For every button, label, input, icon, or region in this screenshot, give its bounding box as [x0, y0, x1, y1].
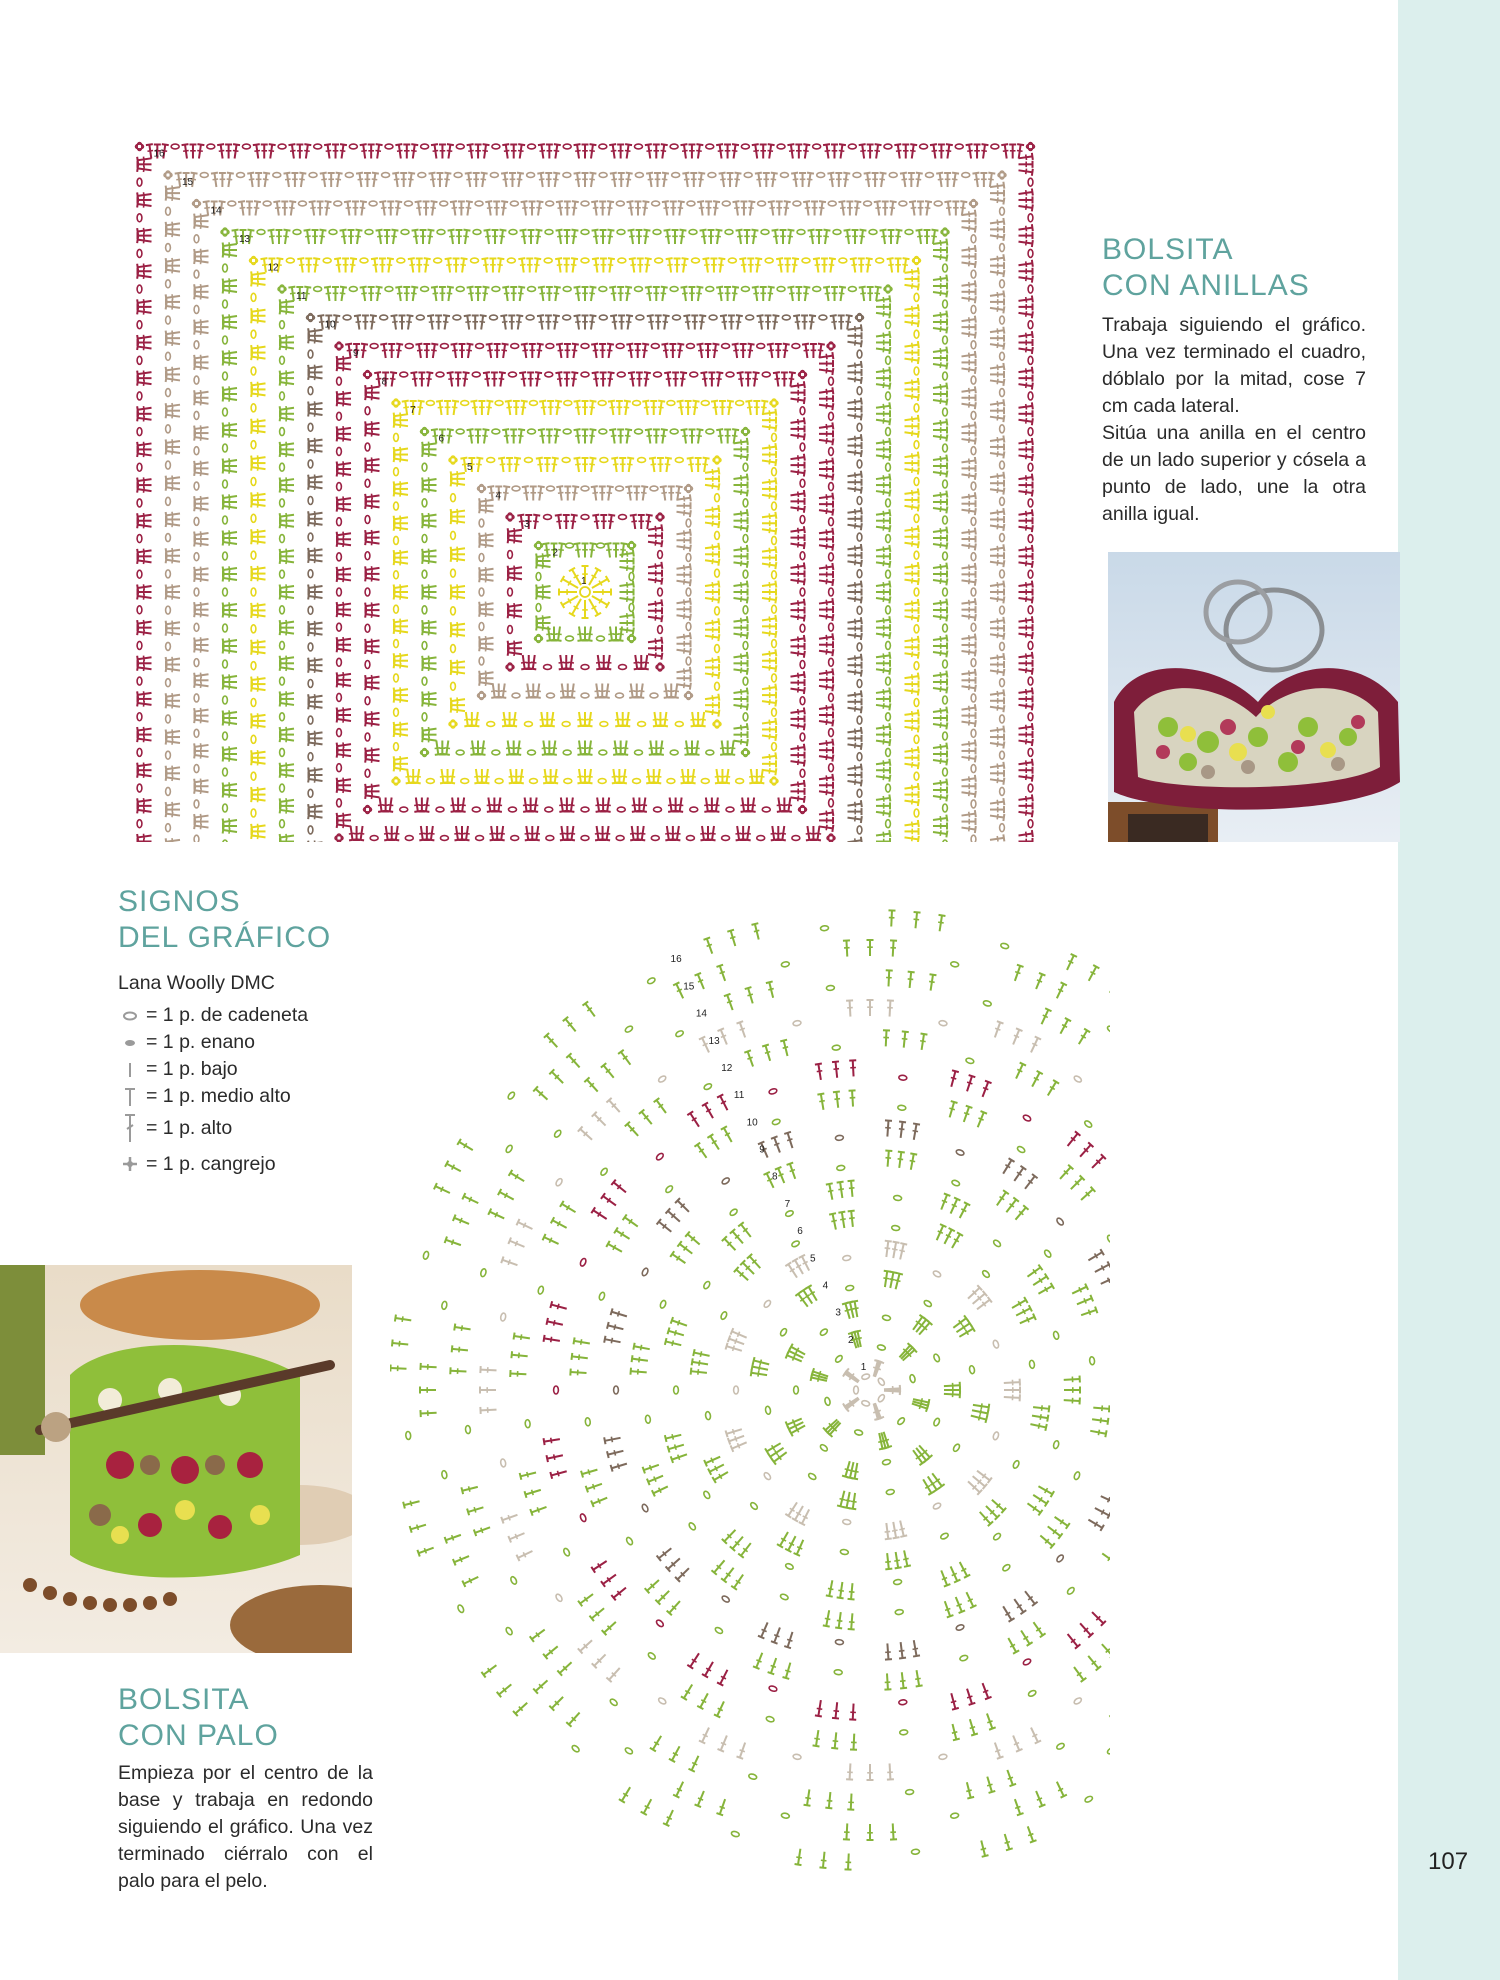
- square-round-11: [278, 285, 892, 842]
- legend-label: = 1 p. enano: [146, 1031, 255, 1053]
- legend-label: = 1 p. alto: [146, 1116, 233, 1139]
- round-crochet-chart: [390, 880, 1110, 1880]
- square-round-label: 2: [552, 547, 559, 559]
- palo-paragraph: Empieza por el centro de la base y trabaja en redondo siguiendo el gráfico. Una vez terminado ciérralo con el palo para el pelo.: [118, 1762, 373, 1892]
- round-chart-label: 9: [759, 1144, 765, 1156]
- square-round-label: 10: [324, 319, 336, 331]
- square-round-16: [136, 143, 1035, 843]
- legend-subtitle: Lana Woolly DMC: [118, 972, 275, 994]
- round-chart-round-5: [726, 1241, 1020, 1540]
- square-round-2: [535, 542, 636, 643]
- square-round-label: 5: [467, 462, 473, 473]
- anillas-paragraph-1: Trabaja siguiendo el gráfico. Una vez terminado el cuadro, dóblalo por la mitad, cose 7 cm cada lateral.: [1102, 314, 1366, 417]
- legend-label: = 1 p. bajo: [146, 1058, 238, 1080]
- round-chart-label: 16: [670, 954, 682, 966]
- round-chart-round-9: [604, 1120, 1110, 1659]
- square-round-label: 3: [524, 519, 530, 530]
- round-chart-label: 7: [784, 1198, 791, 1210]
- heading-line-2: CON ANILLAS: [1102, 269, 1310, 302]
- legend-item: [118, 1083, 308, 1110]
- round-chart-round-1: [843, 1360, 900, 1420]
- crab-stitch-icon: [118, 1155, 142, 1173]
- round-chart-label: 10: [746, 1117, 758, 1129]
- square-round-label: 13: [239, 234, 251, 245]
- heading-line-1: SIGNOS: [118, 885, 241, 918]
- photo-bolsita-con-palo: [0, 1265, 352, 1653]
- round-chart-round-16: [390, 910, 1110, 1869]
- palo-instructions: [118, 1760, 373, 1895]
- round-chart-label: 2: [848, 1334, 854, 1346]
- round-chart-label: 12: [721, 1062, 733, 1074]
- heading-line-2: CON PALO: [118, 1719, 279, 1752]
- single-crochet-icon: [118, 1061, 142, 1079]
- square-crochet-chart: [115, 122, 1070, 842]
- square-round-label: 12: [267, 262, 279, 274]
- half-double-crochet-icon: [118, 1086, 142, 1108]
- round-chart-label: 6: [797, 1226, 803, 1238]
- round-chart-label: 15: [683, 981, 695, 993]
- heading-line-1: BOLSITA: [118, 1683, 250, 1716]
- anillas-paragraph-2: Sitúa una anilla en el centro de un lado superior y cósela a punto de lado, une la otra anilla igual.: [1102, 422, 1366, 525]
- legend-item: [118, 1002, 308, 1029]
- legend-label: = 1 p. medio alto: [146, 1085, 291, 1107]
- round-chart-label: 11: [733, 1090, 745, 1102]
- square-round-label: 15: [182, 177, 194, 188]
- square-round-9: [335, 342, 835, 842]
- side-color-strip: [1398, 0, 1500, 1980]
- photo-bolsita-con-anillas: [1108, 552, 1400, 842]
- stick-bag-illustration: [0, 1265, 352, 1653]
- round-chart-round-2: [811, 1331, 930, 1450]
- page-number: 107: [1428, 1848, 1469, 1875]
- heading-line-1: BOLSITA: [1102, 233, 1234, 266]
- chain-stitch-icon: [118, 1011, 142, 1021]
- square-round-label: 11: [296, 291, 307, 302]
- heading-bolsita-con-palo: [118, 1682, 279, 1754]
- anillas-instructions: [1102, 312, 1366, 528]
- legend-label: = 1 p. de cadeneta: [146, 1004, 309, 1026]
- round-chart-label: 13: [708, 1035, 720, 1047]
- square-round-7: [392, 399, 778, 785]
- square-round-label: 4: [495, 490, 502, 502]
- square-round-label: 1: [581, 576, 587, 587]
- chart-legend: [118, 970, 308, 1182]
- square-round-1: [559, 566, 611, 618]
- round-chart-label: 4: [822, 1280, 829, 1292]
- round-chart-round-6: [691, 1211, 1050, 1570]
- ring-bag-illustration: [1108, 552, 1400, 842]
- heading-bolsita-con-anillas: [1102, 232, 1310, 304]
- square-round-label: 14: [210, 205, 222, 217]
- square-round-3: [506, 513, 664, 671]
- legend-item: [118, 1146, 308, 1182]
- heading-line-2: DEL GRÁFICO: [118, 921, 332, 954]
- slip-stitch-icon: [118, 1038, 142, 1048]
- double-crochet-icon: [118, 1112, 142, 1144]
- square-round-label: 8: [381, 376, 388, 388]
- round-chart-label: 5: [809, 1253, 816, 1265]
- legend-item: [118, 1029, 308, 1056]
- square-round-label: 9: [353, 348, 359, 359]
- square-round-6: [421, 428, 750, 757]
- round-chart-label: 3: [835, 1307, 841, 1319]
- square-round-label: 7: [410, 405, 416, 416]
- round-chart-round-3: [786, 1301, 960, 1480]
- legend-label: = 1 p. cangrejo: [146, 1152, 276, 1175]
- legend-item: [118, 1056, 308, 1083]
- square-round-label: 16: [153, 148, 165, 160]
- round-chart-label: 8: [771, 1171, 778, 1183]
- square-round-label: 6: [438, 433, 445, 445]
- heading-signos-del-grafico: [118, 884, 331, 956]
- round-chart-round-8: [630, 1150, 1109, 1629]
- square-round-5: [449, 456, 721, 728]
- round-chart-label: 1: [860, 1362, 867, 1374]
- legend-item: [118, 1110, 308, 1146]
- square-round-4: [478, 485, 693, 700]
- round-chart-label: 14: [695, 1008, 708, 1020]
